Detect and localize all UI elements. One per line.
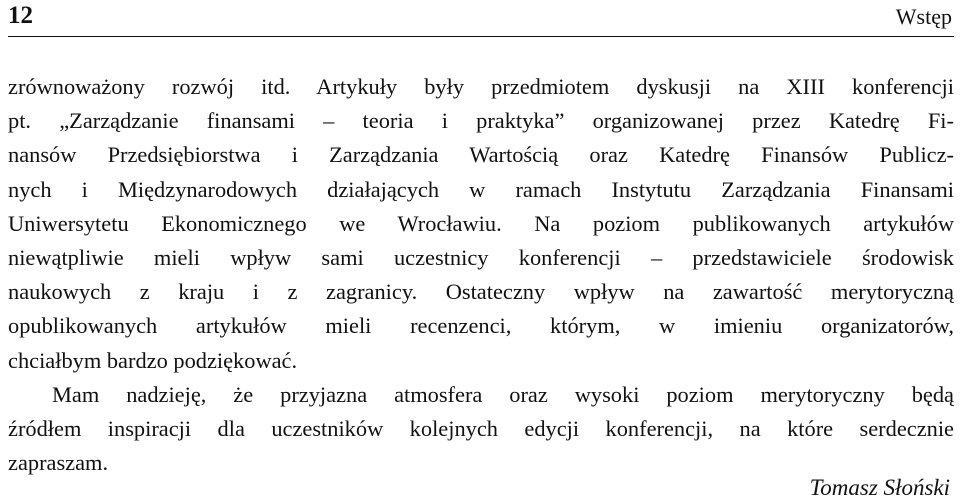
page-header <box>8 0 954 37</box>
text-line: Mam nadzieję, że przyjazna atmosfera oraz wysoki poziom merytoryczny będą <box>52 381 954 407</box>
author-signature: Tomasz Słoński <box>809 475 950 500</box>
text-line: chciałbym bardzo podziękować. <box>8 347 298 373</box>
text-line: źródłem inspiracji dla uczestników kolejnych edycji konferencji, na które serdecznie <box>8 416 954 442</box>
text-line: nansów Przedsiębiorstwa i Zarządzania Wartością oraz Katedrę Finansów Publicz- <box>8 142 954 168</box>
running-title: Wstęp <box>895 4 952 29</box>
text-line: Uniwersytetu Ekonomicznego we Wrocławiu. Na poziom publikowanych artykułów <box>8 210 954 236</box>
text-line: opublikowanych artykułów mieli recenzenci, którym, w imieniu organizatorów, <box>8 313 954 339</box>
text-line: zrównoważony rozwój itd. Artykuły były przedmiotem dyskusji na XIII konferencji <box>8 74 954 99</box>
paragraph-2 <box>8 378 954 481</box>
text-line: nych i Międzynarodowych działających w ramach Instytutu Zarządzania Finansami <box>8 176 954 202</box>
text-line: pt. „Zarządzanie finansami – teoria i praktyka” organizowanej przez Katedrę Fi- <box>8 108 954 134</box>
text-line: naukowych z kraju i z zagranicy. Ostateczny wpływ na zawartość merytoryczną <box>8 279 954 305</box>
body-text <box>8 70 954 480</box>
page-number: 12 <box>8 2 33 29</box>
text-line: niewątpliwie mieli wpływ sami uczestnicy konferencji – przedstawiciele środowisk <box>8 245 954 271</box>
text-line: zapraszam. <box>8 450 109 476</box>
paragraph-1 <box>8 70 954 378</box>
